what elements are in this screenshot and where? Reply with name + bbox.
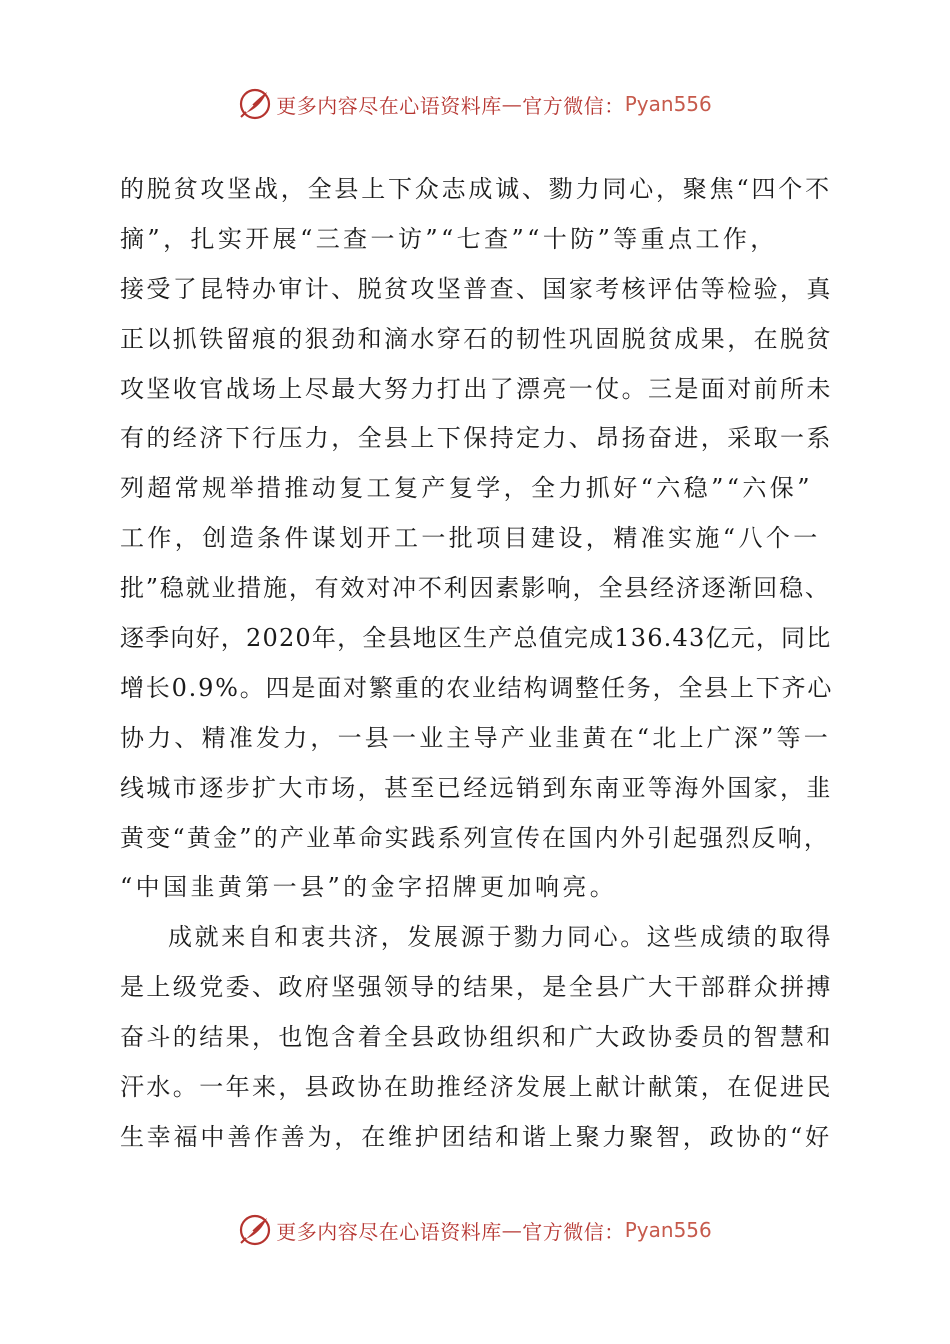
text-line: 成就来自和衷共济，发展源于勠力同心。这些成绩的取得	[168, 923, 833, 952]
footer-contact-prefix: 官方微信：	[522, 1219, 625, 1244]
text-line: 线城市逐步扩大市场，甚至已经远销到东南亚等海外国家，韭	[120, 773, 833, 802]
text-line: 逐季向好，2020年，全县地区生产总值完成136.43亿元，同比	[120, 624, 832, 653]
text-line: 的脱贫攻坚战，全县上下众志成诚、勠力同心，聚焦“四个不	[120, 175, 832, 203]
text-line: “中国韭黄第一县”的金字招牌更加响亮。	[120, 873, 618, 902]
text-line: 协力、精准发力，一县一业主导产业韭黄在“北上广深”等一	[120, 723, 831, 752]
text-line: 是上级党委、政府坚强领导的结果，是全县广大干部群众拼搏	[120, 973, 833, 1002]
text-line: 汗水。一年来，县政协在助推经济发展上献计献策，在促进民	[120, 1073, 833, 1102]
text-line: 批”稳就业措施，有效对冲不利因素影响，全县经济逐渐回稳、	[120, 574, 831, 603]
text-line: 奋斗的结果，也饱含着全县政协组织和广大政协委员的智慧和	[120, 1023, 833, 1052]
paragraph-1	[120, 165, 835, 913]
footer-dash: —	[501, 1218, 523, 1242]
footer-brand-text: 更多内容尽在心语资料库	[276, 1219, 502, 1244]
header-contact-prefix: 官方微信：	[522, 93, 625, 118]
header-brand-text: 更多内容尽在心语资料库	[276, 93, 502, 118]
text-line: 黄变“黄金”的产业革命实践系列宣传在国内外引起强烈反响，	[120, 823, 831, 852]
text-line: 增长0.9%。四是面对繁重的农业结构调整任务，全县上下齐心	[120, 673, 834, 702]
text-line: 摘”，扎实开展“三查一访”“七查”“十防”等重点工作，	[120, 224, 778, 253]
text-line: 有的经济下行压力，全县上下保持定力、昂扬奋进，采取一系	[120, 424, 833, 453]
text-line: 接受了昆特办审计、脱贫攻坚普查、国家考核评估等检验，真	[120, 274, 833, 303]
text-line: 工作，创造条件谋划开工一批项目建设，精准实施“八个一	[120, 524, 821, 553]
quill-pen-logo-icon	[238, 87, 272, 121]
footer-contact-id: Pyan556	[624, 1218, 712, 1242]
header-dash: —	[501, 92, 523, 116]
header-banner	[0, 84, 950, 124]
text-line: 列超常规举措推动复工复产复学，全力抓好“六稳”“六保”	[120, 474, 813, 503]
text-line: 正以抓铁留痕的狠劲和滴水穿石的韧性巩固脱贫成果，在脱贫	[120, 324, 833, 353]
paragraph-2	[120, 913, 835, 1162]
text-line: 攻坚收官战场上尽最大努力打出了漂亮一仗。三是面对前所未	[120, 374, 833, 403]
footer-banner	[0, 1210, 950, 1250]
header-contact-id: Pyan556	[624, 92, 712, 116]
quill-pen-logo-icon	[238, 1213, 272, 1247]
text-line: 生幸福中善作善为，在维护团结和谐上聚力聚智，政协的“好	[120, 1122, 832, 1151]
document-body	[120, 165, 835, 1163]
